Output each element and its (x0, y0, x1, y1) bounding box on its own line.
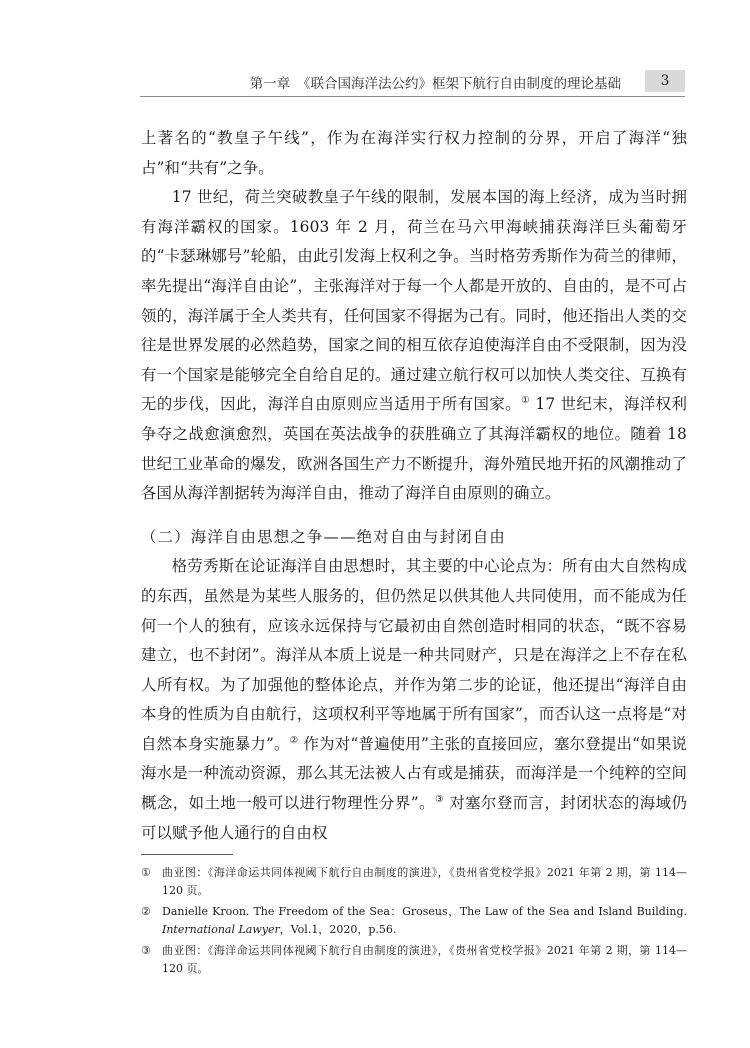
footnote-mark: ③ (141, 944, 151, 957)
footnote-3 (141, 942, 687, 978)
paragraph-1: 上著名的“教皇子午线”，作为在海洋实行权力控制的分界，开启了海洋“独占”和“共有”之争。 (141, 129, 687, 177)
page-number: 3 (645, 70, 685, 92)
footnote-ref-1[interactable]: ① (521, 395, 531, 407)
chapter-title: 第一章 《联合国海洋法公约》框架下航行自由制度的理论基础 (249, 76, 621, 92)
footnotes (141, 864, 687, 981)
footnote-text: 曲亚图：《海洋命运共同体视阈下航行自由制度的演进》，《贵州省党校学报》2021 年第 2 期，第 114—120 页。 (162, 944, 687, 975)
footnote-ref-3[interactable]: ③ (434, 793, 444, 805)
footnote-mark: ② (141, 905, 151, 918)
footnote-text: Danielle Kroon. The Freedom of the Sea：Groseus，The Law of the Sea and Island Building. (162, 905, 687, 918)
footnote-mark: ① (141, 866, 151, 879)
paragraph-3-text-1: 格劳秀斯在论证海洋自由思想时，其主要的中心论点为：所有由大自然构成的东西，虽然是为某些人服务的，但仍然足以供其他人共同使用，而不能成为任何一个人的独有，应该永远保持与它最初由自然创造时相同的状态，“既不容易建立，也不封闭”。海洋从本质上说是一种共同财产，只是在海洋之上不存在私人所有权。为了加强他的整体论点，并作为第二步的论证，他还提出“海洋自由本身的性质为自由航行，这项权利平等地属于所有国家”，而否认这一点将是“对自然本身实施暴力”。 (141, 557, 687, 753)
paragraph-3 (141, 552, 687, 848)
section-heading: （二）海洋自由思想之争——绝对自由与封闭自由 (141, 527, 506, 546)
paragraph-2-text: 17 世纪，荷兰突破教皇子午线的限制，发展本国的海上经济，成为当时拥有海洋霸权的国家。1603 年 2 月，荷兰在马六甲海峡捕获海洋巨头葡萄牙的“卡瑟琳娜号”轮船，由此引发海上权利之争。当时格劳秀斯作为荷兰的律师，率先提出“海洋自由论”，主张海洋对于每一个人都是开放的、自由的，是不可占领的，海洋属于全人类共有，任何国家不得据为己有。同时，他还指出人类的交往是世界发展的必然趋势，国家之间的相互依存迫使海洋自由不受限制，因为没有一个国家是能够完全自给自足的。通过建立航行权可以加快人类交往、互换有无的步伐，因此，海洋自由原则应当适用于所有国家。 (141, 188, 687, 414)
header-rule (140, 96, 685, 97)
paragraph-2-tail: 17 世纪末，海洋权利争夺之战愈演愈烈，英国在英法战争的获胜确立了其海洋霸权的地位。随着 18 世纪工业革命的爆发，欧洲各国生产力不断提升，海外殖民地开拓的风潮推动了各国从海洋割据转为海洋自由，推动了海洋自由原则的确立。 (141, 395, 688, 503)
running-header (140, 70, 685, 94)
footnote-text: 曲亚图：《海洋命运共同体视阈下航行自由制度的演进》，《贵州省党校学报》2021 年第 2 期，第 114—120 页。 (162, 866, 687, 897)
paragraph-3-text-2: 作为对“普遍使用”主张的直接回应，塞尔登提出“如果说海水是一种流动资源，那么其无法被人占有或是捕获，而海洋是一个纯粹的空间概念，如土地一般可以进行物理性分界”。 (141, 734, 687, 813)
footnote-ref-2[interactable]: ② (289, 734, 299, 746)
footnote-2 (141, 903, 687, 939)
footnote-text-after: ，Vol.1，2020，p.56. (279, 923, 397, 936)
main-text (141, 124, 687, 848)
footnote-1 (141, 864, 687, 900)
footnote-rule (141, 854, 233, 855)
paragraph-3-text-3: 对塞尔登而言，封闭状态的海域仍可以赋予他人通行的自由权 (141, 794, 688, 842)
paragraph-2 (141, 183, 687, 509)
journal-name: International Lawyer (162, 923, 280, 936)
